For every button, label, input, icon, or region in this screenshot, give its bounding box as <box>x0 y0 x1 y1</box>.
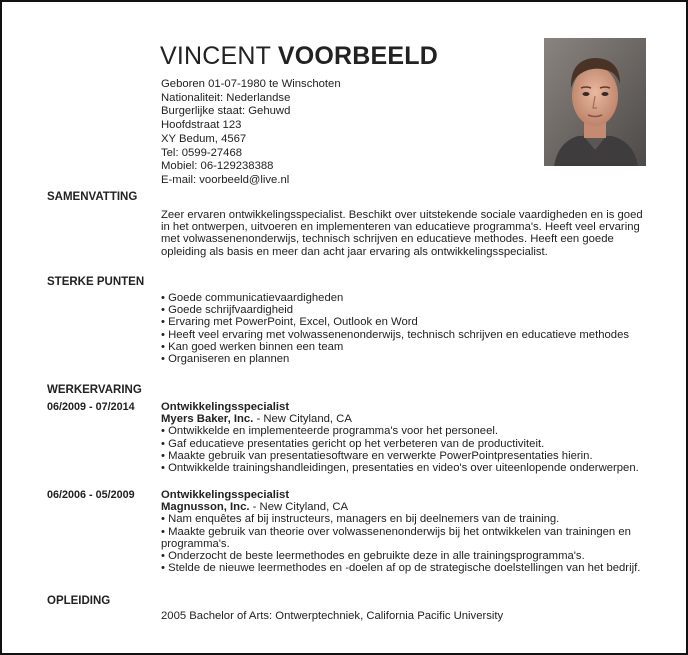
job-title: Ontwikkelingsspecialist <box>161 401 290 413</box>
education-heading: OPLEIDING <box>47 595 111 607</box>
list-item: • Goede schrijfvaardigheid <box>161 304 294 317</box>
contact-line: Geboren 01-07-1980 te Winschoten <box>161 78 341 90</box>
list-item: • Ervaring met PowerPoint, Excel, Outlook en Word <box>161 316 418 329</box>
job-company-line <box>161 501 651 513</box>
job-dates: 06/2009 - 07/2014 <box>47 401 135 413</box>
summary-text: Zeer ervaren ontwikkelingsspecialist. Beschikt over uitstekende sociale vaardigheden en is goed in het ontwerpen, uitvoeren en implementeren van educatieve programma's. Heeft veel ervaring met volwassenenonderwijs, technisch schrijven en educatieve methodes. Heeft een goede opleiding als basis en meer dan acht jaar ervaring als ontwikkelingsspecialist. <box>161 209 643 258</box>
company-location: - New Cityland, CA <box>253 413 352 426</box>
contact-line: XY Bedum, 4567 <box>161 132 247 145</box>
list-item: • Gaf educatieve presentaties gericht op het verbeteren van de productiviteit. <box>161 437 545 450</box>
list-item: • Ontwikkelde trainingshandleidingen, presentaties en video's over uiteenlopende onderwerpen. <box>161 462 639 475</box>
job-entry <box>161 489 651 574</box>
contact-line: Tel: 0599-27468 <box>161 146 243 159</box>
job-company-line <box>161 413 651 425</box>
contact-details <box>161 78 341 188</box>
strengths-heading: STERKE PUNTEN <box>47 276 145 288</box>
company-location: - New Cityland, CA <box>249 501 349 514</box>
company-name: Myers Baker, Inc. <box>161 413 254 426</box>
list-item: • Ontwikkelde en implementeerde programma's voor het personeel. <box>161 425 499 438</box>
candidate-name <box>160 42 438 71</box>
job-dates: 06/2006 - 05/2009 <box>47 489 135 501</box>
contact-line: Mobiel: 06-129238388 <box>161 160 274 173</box>
list-item: • Onderzocht de beste leermethodes en gebruikte deze in alle trainingsprogramma's. <box>161 550 585 563</box>
contact-line: Hoofdstraat 123 <box>161 119 242 132</box>
list-item: • Maakte gebruik van theorie over volwassenenonderwijs bij het ontwikkelen van trainingen en programma's. <box>161 525 631 550</box>
first-name: VINCENT <box>160 42 271 70</box>
portrait-image <box>544 38 646 166</box>
list-item: • Organiseren en plannen <box>161 353 290 366</box>
company-name: Magnusson, Inc. <box>161 501 250 514</box>
list-item: • Heeft veel ervaring met volwassenenonderwijs, technisch schrijven en educatieve methodes <box>161 328 629 341</box>
strengths-list <box>161 292 651 365</box>
contact-line: Burgerlijke staat: Gehuwd <box>161 105 291 118</box>
list-item: • Kan goed werken binnen een team <box>161 340 344 353</box>
experience-heading: WERKERVARING <box>47 384 142 396</box>
profile-photo <box>544 38 646 166</box>
list-item: • Maakte gebruik van presentatiesoftware en verwerkte PowerPointpresentaties hierin. <box>161 449 593 462</box>
summary-heading: SAMENVATTING <box>47 191 138 203</box>
education-text: 2005 Bachelor of Arts: Ontwerptechniek, California Pacific University <box>161 610 504 622</box>
contact-line: E-mail: voorbeeld@live.nl <box>161 173 290 186</box>
contact-line: Nationaliteit: Nederlandse <box>161 91 291 104</box>
list-item: • Nam enquêtes af bij instructeurs, managers en bij deelnemers van de training. <box>161 513 560 526</box>
job-entry <box>161 401 651 474</box>
job-title: Ontwikkelingsspecialist <box>161 489 290 501</box>
list-item: • Goede communicatievaardigheden <box>161 292 344 304</box>
last-name: VOORBEELD <box>277 42 438 70</box>
list-item: • Stelde de nieuwe leermethodes en -doelen af op de strategische doelstellingen van het bedrijf. <box>161 562 641 575</box>
